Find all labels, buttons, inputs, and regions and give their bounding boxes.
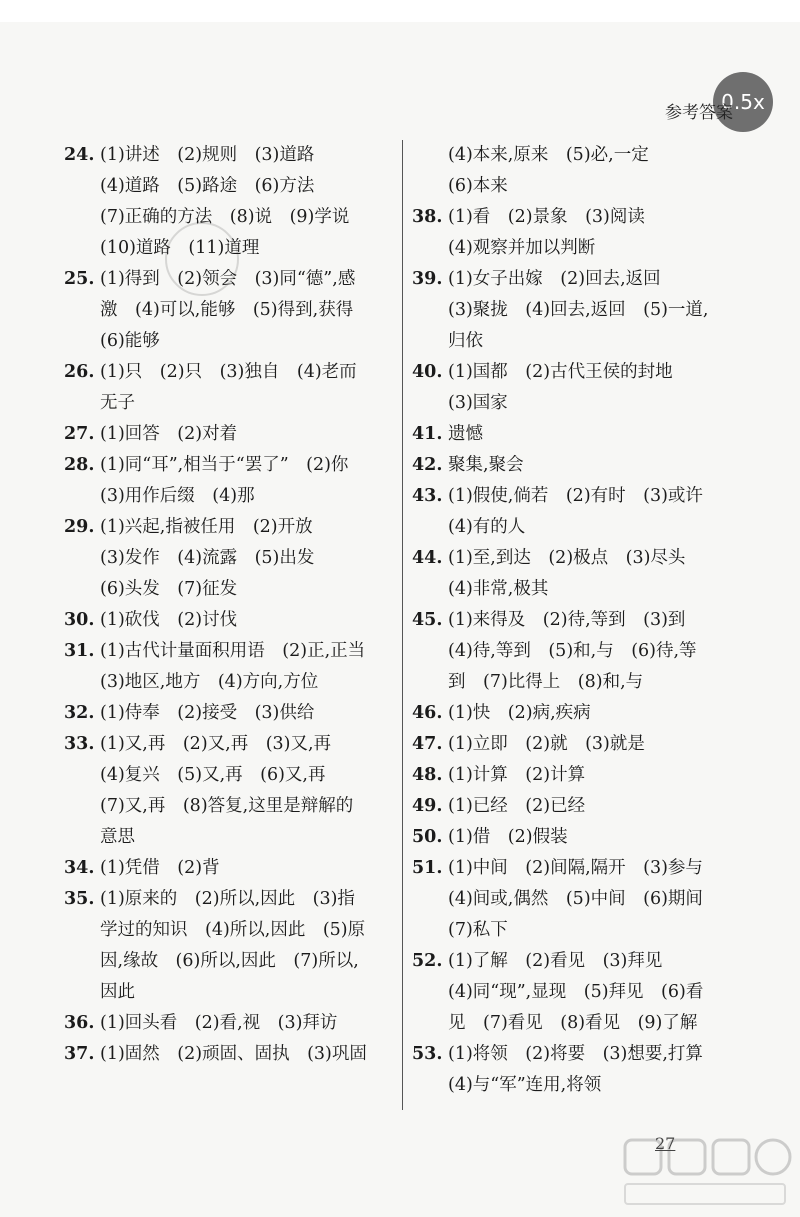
answer-entry <box>64 140 394 264</box>
answer-line: (1)讲述 (2)规则 (3)道路 <box>100 145 315 165</box>
answer-line: (1)快 (2)病,疾病 <box>448 703 591 723</box>
answer-line: (1)至,到达 (2)极点 (3)尽头 <box>448 548 686 568</box>
answer-number: 29. <box>64 517 95 537</box>
watermark-logo-icon <box>615 1132 795 1212</box>
playback-speed-button[interactable]: 0.5x <box>713 72 773 132</box>
answer-line: 归依 <box>448 331 483 351</box>
answer-line: 因此 <box>100 982 135 1002</box>
answer-line: (6)头发 (7)征发 <box>100 579 238 599</box>
answer-entry <box>64 1008 394 1039</box>
answer-line: (4)同“现”,显现 (5)拜见 (6)看 <box>448 982 704 1002</box>
left-answer-column <box>64 140 394 1070</box>
answer-line: (1)中间 (2)间隔,隔开 (3)参与 <box>448 858 703 878</box>
answer-line: (1)女子出嫁 (2)回去,返回 <box>448 269 661 289</box>
answer-number: 47. <box>412 734 443 754</box>
answer-line: 无子 <box>100 393 135 413</box>
answer-entry <box>412 543 752 605</box>
continued-answer-37 <box>412 140 752 202</box>
answer-entry <box>64 698 394 729</box>
answer-line: (3)发作 (4)流露 (5)出发 <box>100 548 315 568</box>
answer-line: (7)私下 <box>448 920 508 940</box>
answer-line: 学过的知识 (4)所以,因此 (5)原 <box>100 920 366 940</box>
answer-number: 32. <box>64 703 95 723</box>
answer-line: 意思 <box>100 827 135 847</box>
answer-entry <box>412 481 752 543</box>
answer-line: (4)非常,极其 <box>448 579 549 599</box>
answer-number: 35. <box>64 889 95 909</box>
answer-line: (1)借 (2)假装 <box>448 827 568 847</box>
answer-line: 激 (4)可以,能够 (5)得到,获得 <box>100 300 354 320</box>
answer-line: 遗憾 <box>448 424 483 444</box>
answer-line: (7)又,再 (8)答复,这里是辩解的 <box>100 796 354 816</box>
answer-line: (7)正确的方法 (8)说 (9)学说 <box>100 207 350 227</box>
answer-line: (1)得到 (2)领会 (3)同“德”,感 <box>100 269 356 289</box>
answer-number: 31. <box>64 641 95 661</box>
answer-line: (4)有的人 <box>448 517 526 537</box>
answer-number: 37. <box>64 1044 95 1064</box>
answer-line: (1)将领 (2)将要 (3)想要,打算 <box>448 1044 703 1064</box>
answer-line: 聚集,聚会 <box>448 455 524 475</box>
answer-number: 42. <box>412 455 443 475</box>
answer-entry <box>412 419 752 450</box>
answer-number: 33. <box>64 734 95 754</box>
answer-line: (1)立即 (2)就 (3)就是 <box>448 734 645 754</box>
answer-line: (6)本来 <box>448 176 508 196</box>
answer-line: (4)本来,原来 (5)必,一定 <box>448 145 649 165</box>
answer-line: (4)道路 (5)路途 (6)方法 <box>100 176 315 196</box>
answer-entry <box>412 946 752 1039</box>
answer-line: (1)凭借 (2)背 <box>100 858 220 878</box>
top-status-bar <box>0 0 800 22</box>
answer-line: (1)了解 (2)看见 (3)拜见 <box>448 951 663 971</box>
answer-line: (1)计算 (2)计算 <box>448 765 586 785</box>
answer-line: (6)能够 <box>100 331 160 351</box>
answer-line: (4)与“军”连用,将领 <box>448 1075 602 1095</box>
column-divider <box>402 140 403 1110</box>
answer-line: (1)回头看 (2)看,视 (3)拜访 <box>100 1013 338 1033</box>
answer-number: 50. <box>412 827 443 847</box>
answer-number: 40. <box>412 362 443 382</box>
answer-number: 30. <box>64 610 95 630</box>
answer-line: 到 (7)比得上 (8)和,与 <box>448 672 644 692</box>
answer-number: 34. <box>64 858 95 878</box>
answer-number: 43. <box>412 486 443 506</box>
answer-entry <box>412 698 752 729</box>
answer-entry <box>412 1039 752 1101</box>
answer-entry <box>412 729 752 760</box>
answer-entry <box>64 605 394 636</box>
answer-line: (1)兴起,指被任用 (2)开放 <box>100 517 313 537</box>
right-answer-list <box>412 202 752 1101</box>
answer-line: (4)复兴 (5)又,再 (6)又,再 <box>100 765 326 785</box>
answer-line: (1)只 (2)只 (3)独自 (4)老而 <box>100 362 357 382</box>
answer-entry <box>64 450 394 512</box>
answer-line: 因,缘故 (6)所以,因此 (7)所以, <box>100 951 359 971</box>
answer-entry <box>412 450 752 481</box>
answer-line: (1)又,再 (2)又,再 (3)又,再 <box>100 734 332 754</box>
answer-line: (1)古代计量面积用语 (2)正,正当 <box>100 641 366 661</box>
answer-line: (1)假使,倘若 (2)有时 (3)或许 <box>448 486 703 506</box>
answer-entry <box>64 729 394 853</box>
answer-number: 26. <box>64 362 95 382</box>
answer-entry <box>412 605 752 698</box>
answer-line: (1)来得及 (2)待,等到 (3)到 <box>448 610 686 630</box>
page-number: 27 <box>655 1134 676 1153</box>
answer-number: 45. <box>412 610 443 630</box>
answer-number: 46. <box>412 703 443 723</box>
answer-line: (1)同“耳”,相当于“罢了” (2)你 <box>100 455 349 475</box>
answer-line: (1)回答 (2)对着 <box>100 424 238 444</box>
answer-entry <box>64 512 394 605</box>
answer-line: (3)用作后缀 (4)那 <box>100 486 255 506</box>
answer-line: (10)道路 (11)道理 <box>100 238 260 258</box>
answer-number: 53. <box>412 1044 443 1064</box>
answer-entry <box>412 791 752 822</box>
answer-entry <box>64 264 394 357</box>
page-header-title: 参考答案 <box>665 103 733 123</box>
answer-line: (3)聚拢 (4)回去,返回 (5)一道, <box>448 300 709 320</box>
answer-line: (1)国都 (2)古代王侯的封地 <box>448 362 673 382</box>
answer-line: (1)原来的 (2)所以,因此 (3)指 <box>100 889 355 909</box>
answer-number: 52. <box>412 951 443 971</box>
answer-line: (1)固然 (2)顽固、固执 (3)巩固 <box>100 1044 367 1064</box>
answer-line: (4)间或,偶然 (5)中间 (6)期间 <box>448 889 703 909</box>
answer-number: 49. <box>412 796 443 816</box>
answer-line: (4)观察并加以判断 <box>448 238 596 258</box>
answer-line: (1)侍奉 (2)接受 (3)供给 <box>100 703 315 723</box>
answer-number: 36. <box>64 1013 95 1033</box>
answer-number: 51. <box>412 858 443 878</box>
answer-entry <box>64 357 394 419</box>
answer-entry <box>64 419 394 450</box>
answer-line: (3)国家 <box>448 393 508 413</box>
answer-entry <box>64 884 394 1008</box>
answer-number: 27. <box>64 424 95 444</box>
answer-entry <box>412 822 752 853</box>
answer-number: 41. <box>412 424 443 444</box>
answer-entry <box>412 760 752 791</box>
right-answer-column <box>412 140 752 1101</box>
answer-entry <box>64 636 394 698</box>
answer-line: (1)砍伐 (2)讨伐 <box>100 610 238 630</box>
answer-number: 48. <box>412 765 443 785</box>
answer-entry <box>412 853 752 946</box>
answer-line: (3)地区,地方 (4)方向,方位 <box>100 672 319 692</box>
answer-entry <box>412 202 752 264</box>
answer-line: (4)待,等到 (5)和,与 (6)待,等 <box>448 641 697 661</box>
answer-entry <box>64 853 394 884</box>
answer-number: 25. <box>64 269 95 289</box>
answer-number: 28. <box>64 455 95 475</box>
answer-entry <box>64 1039 394 1070</box>
answer-line: (1)看 (2)景象 (3)阅读 <box>448 207 645 227</box>
answer-entry <box>412 264 752 357</box>
answer-number: 38. <box>412 207 443 227</box>
answer-number: 24. <box>64 145 95 165</box>
answer-line: (1)已经 (2)已经 <box>448 796 586 816</box>
answer-number: 44. <box>412 548 443 568</box>
answer-line: 见 (7)看见 (8)看见 (9)了解 <box>448 1013 698 1033</box>
answer-number: 39. <box>412 269 443 289</box>
answer-entry <box>412 357 752 419</box>
